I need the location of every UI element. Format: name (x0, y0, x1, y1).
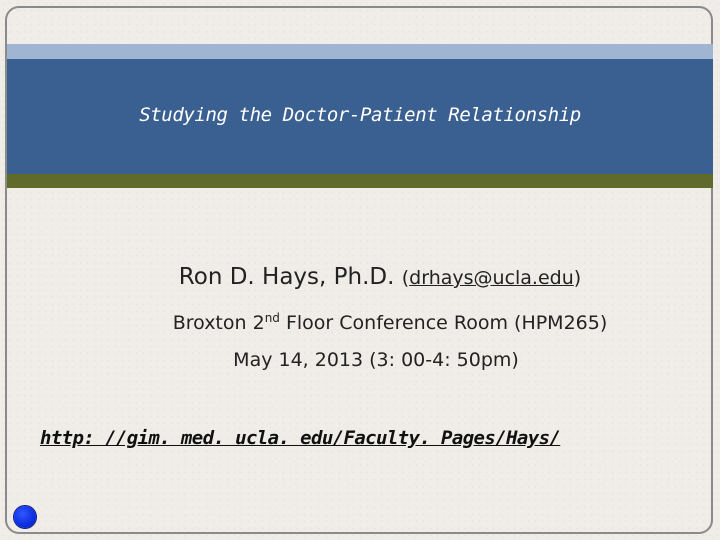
email-group (402, 267, 581, 289)
email-close-paren: ) (573, 267, 582, 289)
room-line (0, 311, 720, 334)
room-prefix: Broxton 2 (172, 312, 265, 334)
nav-dot-icon[interactable] (14, 506, 36, 528)
email-link[interactable]: drhays@ucla.edu (409, 267, 574, 289)
room-rest: Floor Conference Room (HPM265) (279, 312, 608, 334)
top-accent-strip (7, 44, 713, 59)
email-open-paren: ( (401, 267, 410, 289)
slide-title: Studying the Doctor-Patient Relationship (139, 104, 581, 126)
presenter-line (0, 264, 720, 290)
faculty-page-link[interactable]: http: //gim. med. ucla. edu/Faculty. Pages/Hays/ (40, 427, 561, 449)
olive-accent-strip (7, 174, 713, 188)
presenter-name: Ron D. Hays, Ph.D. (178, 264, 395, 290)
date-line: May 14, 2013 (3: 00-4: 50pm) (233, 349, 519, 371)
room-ordinal-suffix: nd (264, 311, 280, 325)
